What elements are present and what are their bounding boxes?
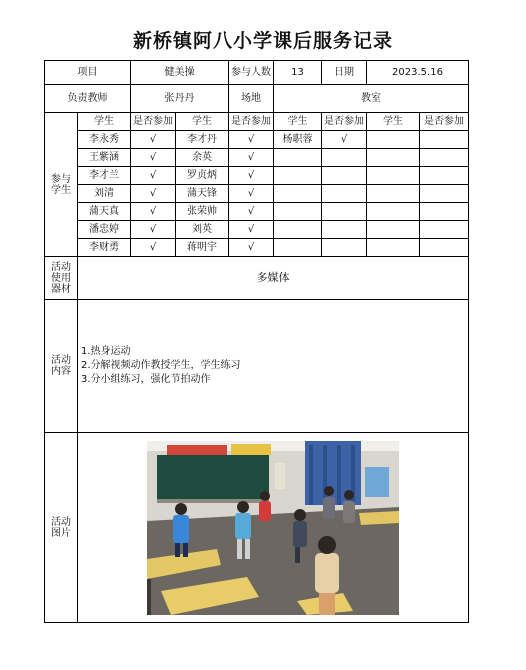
check-mark: √ xyxy=(131,149,176,167)
check-mark: √ xyxy=(131,203,176,221)
venue-value: 教室 xyxy=(274,85,469,113)
student-name: 余英 xyxy=(176,149,229,167)
empty-cell xyxy=(322,185,367,203)
service-record-table xyxy=(44,60,469,623)
empty-cell xyxy=(420,149,469,167)
empty-cell xyxy=(367,221,420,239)
empty-cell xyxy=(322,221,367,239)
student-row xyxy=(45,185,469,203)
header-row-2 xyxy=(45,85,469,113)
student-name: 杨职蓉 xyxy=(274,131,322,149)
empty-cell xyxy=(420,185,469,203)
empty-cell xyxy=(420,131,469,149)
materials-row xyxy=(45,257,469,300)
empty-cell xyxy=(420,203,469,221)
empty-cell xyxy=(274,167,322,185)
empty-cell xyxy=(274,149,322,167)
student-name: 蒲天真 xyxy=(78,203,131,221)
check-mark: √ xyxy=(229,149,274,167)
empty-cell xyxy=(420,167,469,185)
check-mark: √ xyxy=(131,131,176,149)
empty-cell xyxy=(274,239,322,257)
empty-cell xyxy=(274,221,322,239)
check-mark: √ xyxy=(229,221,274,239)
col-student-3: 学生 xyxy=(274,113,322,131)
col-student-2: 学生 xyxy=(176,113,229,131)
photo-cell xyxy=(78,433,469,623)
col-student-4: 学生 xyxy=(367,113,420,131)
student-name: 李财勇 xyxy=(78,239,131,257)
check-mark: √ xyxy=(322,131,367,149)
check-mark: √ xyxy=(229,167,274,185)
empty-cell xyxy=(274,185,322,203)
activity-label: 活动内容 xyxy=(45,300,78,433)
count-value: 13 xyxy=(274,61,322,85)
project-value: 健美操 xyxy=(131,61,229,85)
student-row xyxy=(45,239,469,257)
empty-cell xyxy=(322,167,367,185)
empty-cell xyxy=(367,167,420,185)
date-label: 日期 xyxy=(322,61,367,85)
empty-cell xyxy=(322,203,367,221)
activity-line-3: 3.分小组练习，强化节拍动作 xyxy=(81,374,211,385)
student-row xyxy=(45,131,469,149)
student-name: 李才丹 xyxy=(176,131,229,149)
student-row xyxy=(45,221,469,239)
header-row-1 xyxy=(45,61,469,85)
empty-cell xyxy=(367,185,420,203)
empty-cell xyxy=(322,239,367,257)
student-name: 王紫涵 xyxy=(78,149,131,167)
student-name: 蒲天锋 xyxy=(176,185,229,203)
empty-cell xyxy=(274,203,322,221)
student-name: 李永秀 xyxy=(78,131,131,149)
students-header-row xyxy=(45,113,469,131)
col-student-1: 学生 xyxy=(78,113,131,131)
check-mark: √ xyxy=(131,239,176,257)
student-name: 潘忠婷 xyxy=(78,221,131,239)
page-title: 新桥镇阿八小学课后服务记录 xyxy=(132,30,393,52)
check-mark: √ xyxy=(229,203,274,221)
empty-cell xyxy=(367,239,420,257)
activity-line-2: 2.分解视频动作教授学生，学生练习 xyxy=(81,360,241,371)
materials-label: 活动使用器材 xyxy=(45,257,78,300)
empty-cell xyxy=(420,239,469,257)
col-participate-3: 是否参加 xyxy=(322,113,367,131)
student-row xyxy=(45,149,469,167)
activity-line-1: 1.热身运动 xyxy=(81,346,131,357)
col-participate-2: 是否参加 xyxy=(229,113,274,131)
check-mark: √ xyxy=(229,239,274,257)
project-label: 项目 xyxy=(45,61,131,85)
classroom-photo-image xyxy=(147,441,399,615)
student-name: 罗贞炳 xyxy=(176,167,229,185)
check-mark: √ xyxy=(229,185,274,203)
student-row xyxy=(45,167,469,185)
student-row xyxy=(45,203,469,221)
check-mark: √ xyxy=(131,167,176,185)
student-name: 刘清 xyxy=(78,185,131,203)
empty-cell xyxy=(367,203,420,221)
venue-label: 场地 xyxy=(229,85,274,113)
student-name: 蒋明宇 xyxy=(176,239,229,257)
student-name: 刘英 xyxy=(176,221,229,239)
teacher-value: 张丹丹 xyxy=(131,85,229,113)
empty-cell xyxy=(367,131,420,149)
empty-cell xyxy=(367,149,420,167)
check-mark: √ xyxy=(131,185,176,203)
empty-cell xyxy=(322,149,367,167)
activity-photo xyxy=(147,441,399,615)
col-participate-4: 是否参加 xyxy=(420,113,469,131)
activity-content xyxy=(78,300,469,433)
participants-section-label: 参与学生 xyxy=(45,113,78,257)
photo-row xyxy=(45,433,469,623)
empty-cell xyxy=(420,221,469,239)
teacher-label: 负责教师 xyxy=(45,85,131,113)
materials-value: 多媒体 xyxy=(78,257,469,300)
student-name: 张荣帅 xyxy=(176,203,229,221)
check-mark: √ xyxy=(131,221,176,239)
activity-row xyxy=(45,300,469,433)
student-name: 李才兰 xyxy=(78,167,131,185)
check-mark: √ xyxy=(229,131,274,149)
col-participate-1: 是否参加 xyxy=(131,113,176,131)
count-label: 参与人数 xyxy=(229,61,274,85)
date-value: 2023.5.16 xyxy=(367,61,469,85)
photo-label: 活动图片 xyxy=(45,433,78,623)
